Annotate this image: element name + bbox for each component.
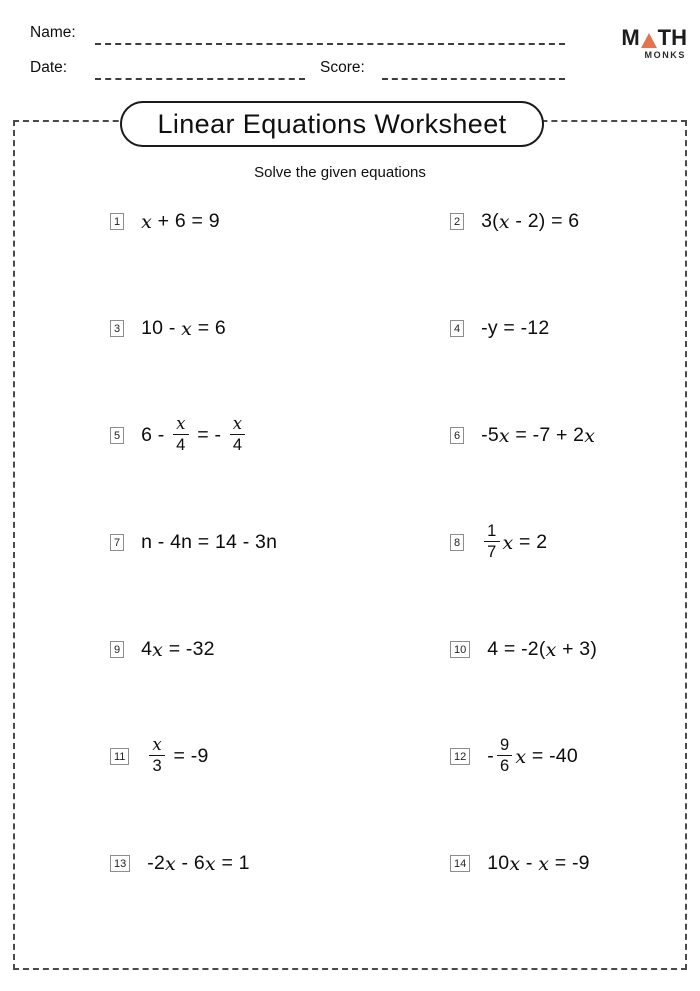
name-label: Name:	[30, 24, 76, 41]
problem-10	[350, 596, 687, 703]
triangle-icon	[641, 33, 657, 48]
equation-text: -5 x = -7 + 2 x	[481, 424, 596, 447]
problem-number-badge: 9	[110, 641, 124, 658]
problem-number-badge: 14	[450, 855, 470, 872]
problem-9	[13, 596, 350, 703]
problem-number-badge: 3	[110, 320, 124, 337]
logo-text-m: M	[621, 25, 640, 50]
math-monks-logo	[621, 27, 687, 60]
problem-number-badge: 4	[450, 320, 464, 337]
problem-5	[13, 382, 350, 489]
date-label: Date:	[30, 59, 68, 76]
logo-subtext: MONKS	[644, 50, 686, 60]
problem-number-badge: 2	[450, 213, 464, 230]
fraction: $\frac{x}{3}$	[149, 736, 165, 775]
problem-4	[350, 275, 687, 382]
problem-6	[350, 382, 687, 489]
problem-3	[13, 275, 350, 382]
problem-number-badge: 6	[450, 427, 464, 444]
equation-text: -2 x - 6 x = 1	[147, 852, 250, 875]
problem-number-badge: 13	[110, 855, 130, 872]
instruction-text: Solve the given equations	[254, 164, 426, 181]
fraction: $\frac{1}{7}$	[484, 522, 499, 561]
problem-14	[350, 810, 687, 917]
equation-text: 10 x - x = -9	[487, 852, 590, 875]
equation-text: x + 6 = 9	[141, 210, 220, 233]
problem-8	[350, 489, 687, 596]
fraction: $\frac{x}{4}$	[230, 415, 246, 454]
problem-11	[13, 703, 350, 810]
problem-number-badge: 11	[110, 748, 129, 765]
problem-1	[13, 168, 350, 275]
equation-text: $\frac{1}{7}$ x = 2	[481, 523, 547, 562]
score-label: Score:	[320, 59, 365, 76]
problem-13	[13, 810, 350, 917]
equation-text: 10 - x = 6	[141, 317, 226, 340]
page-title-text: Linear Equations Worksheet	[157, 108, 507, 139]
equation-text: 4 x = -32	[141, 638, 215, 661]
equation-text: -y = -12	[481, 317, 550, 339]
problem-12	[350, 703, 687, 810]
equation-text: 4 = -2( x + 3)	[487, 638, 598, 661]
fraction: $\frac{9}{6}$	[497, 736, 512, 775]
problem-number-badge: 12	[450, 748, 470, 765]
equation-text: $\frac{x}{3}$ = -9	[146, 737, 208, 776]
problem-7	[13, 489, 350, 596]
problem-number-badge: 7	[110, 534, 124, 551]
score-blank-line	[382, 78, 565, 80]
equation-text: 6 - $\frac{x}{4}$ = - $\frac{x}{4}$	[141, 416, 248, 455]
problems-grid	[13, 168, 687, 917]
equation-text: 3( x - 2) = 6	[481, 210, 580, 233]
problem-number-badge: 5	[110, 427, 124, 444]
name-blank-line	[95, 43, 565, 45]
problem-number-badge: 8	[450, 534, 464, 551]
date-blank-line	[95, 78, 305, 80]
logo-text-th: TH	[657, 25, 687, 50]
logo-wordmark	[621, 27, 687, 49]
equation-text: n - 4n = 14 - 3n	[141, 531, 278, 553]
problem-2	[350, 168, 687, 275]
problem-number-badge: 1	[110, 213, 124, 230]
problem-number-badge: 10	[450, 641, 470, 658]
page-title	[120, 101, 544, 147]
equation-text: - $\frac{9}{6}$ x = -40	[487, 735, 578, 775]
fraction: $\frac{x}{4}$	[173, 415, 189, 454]
